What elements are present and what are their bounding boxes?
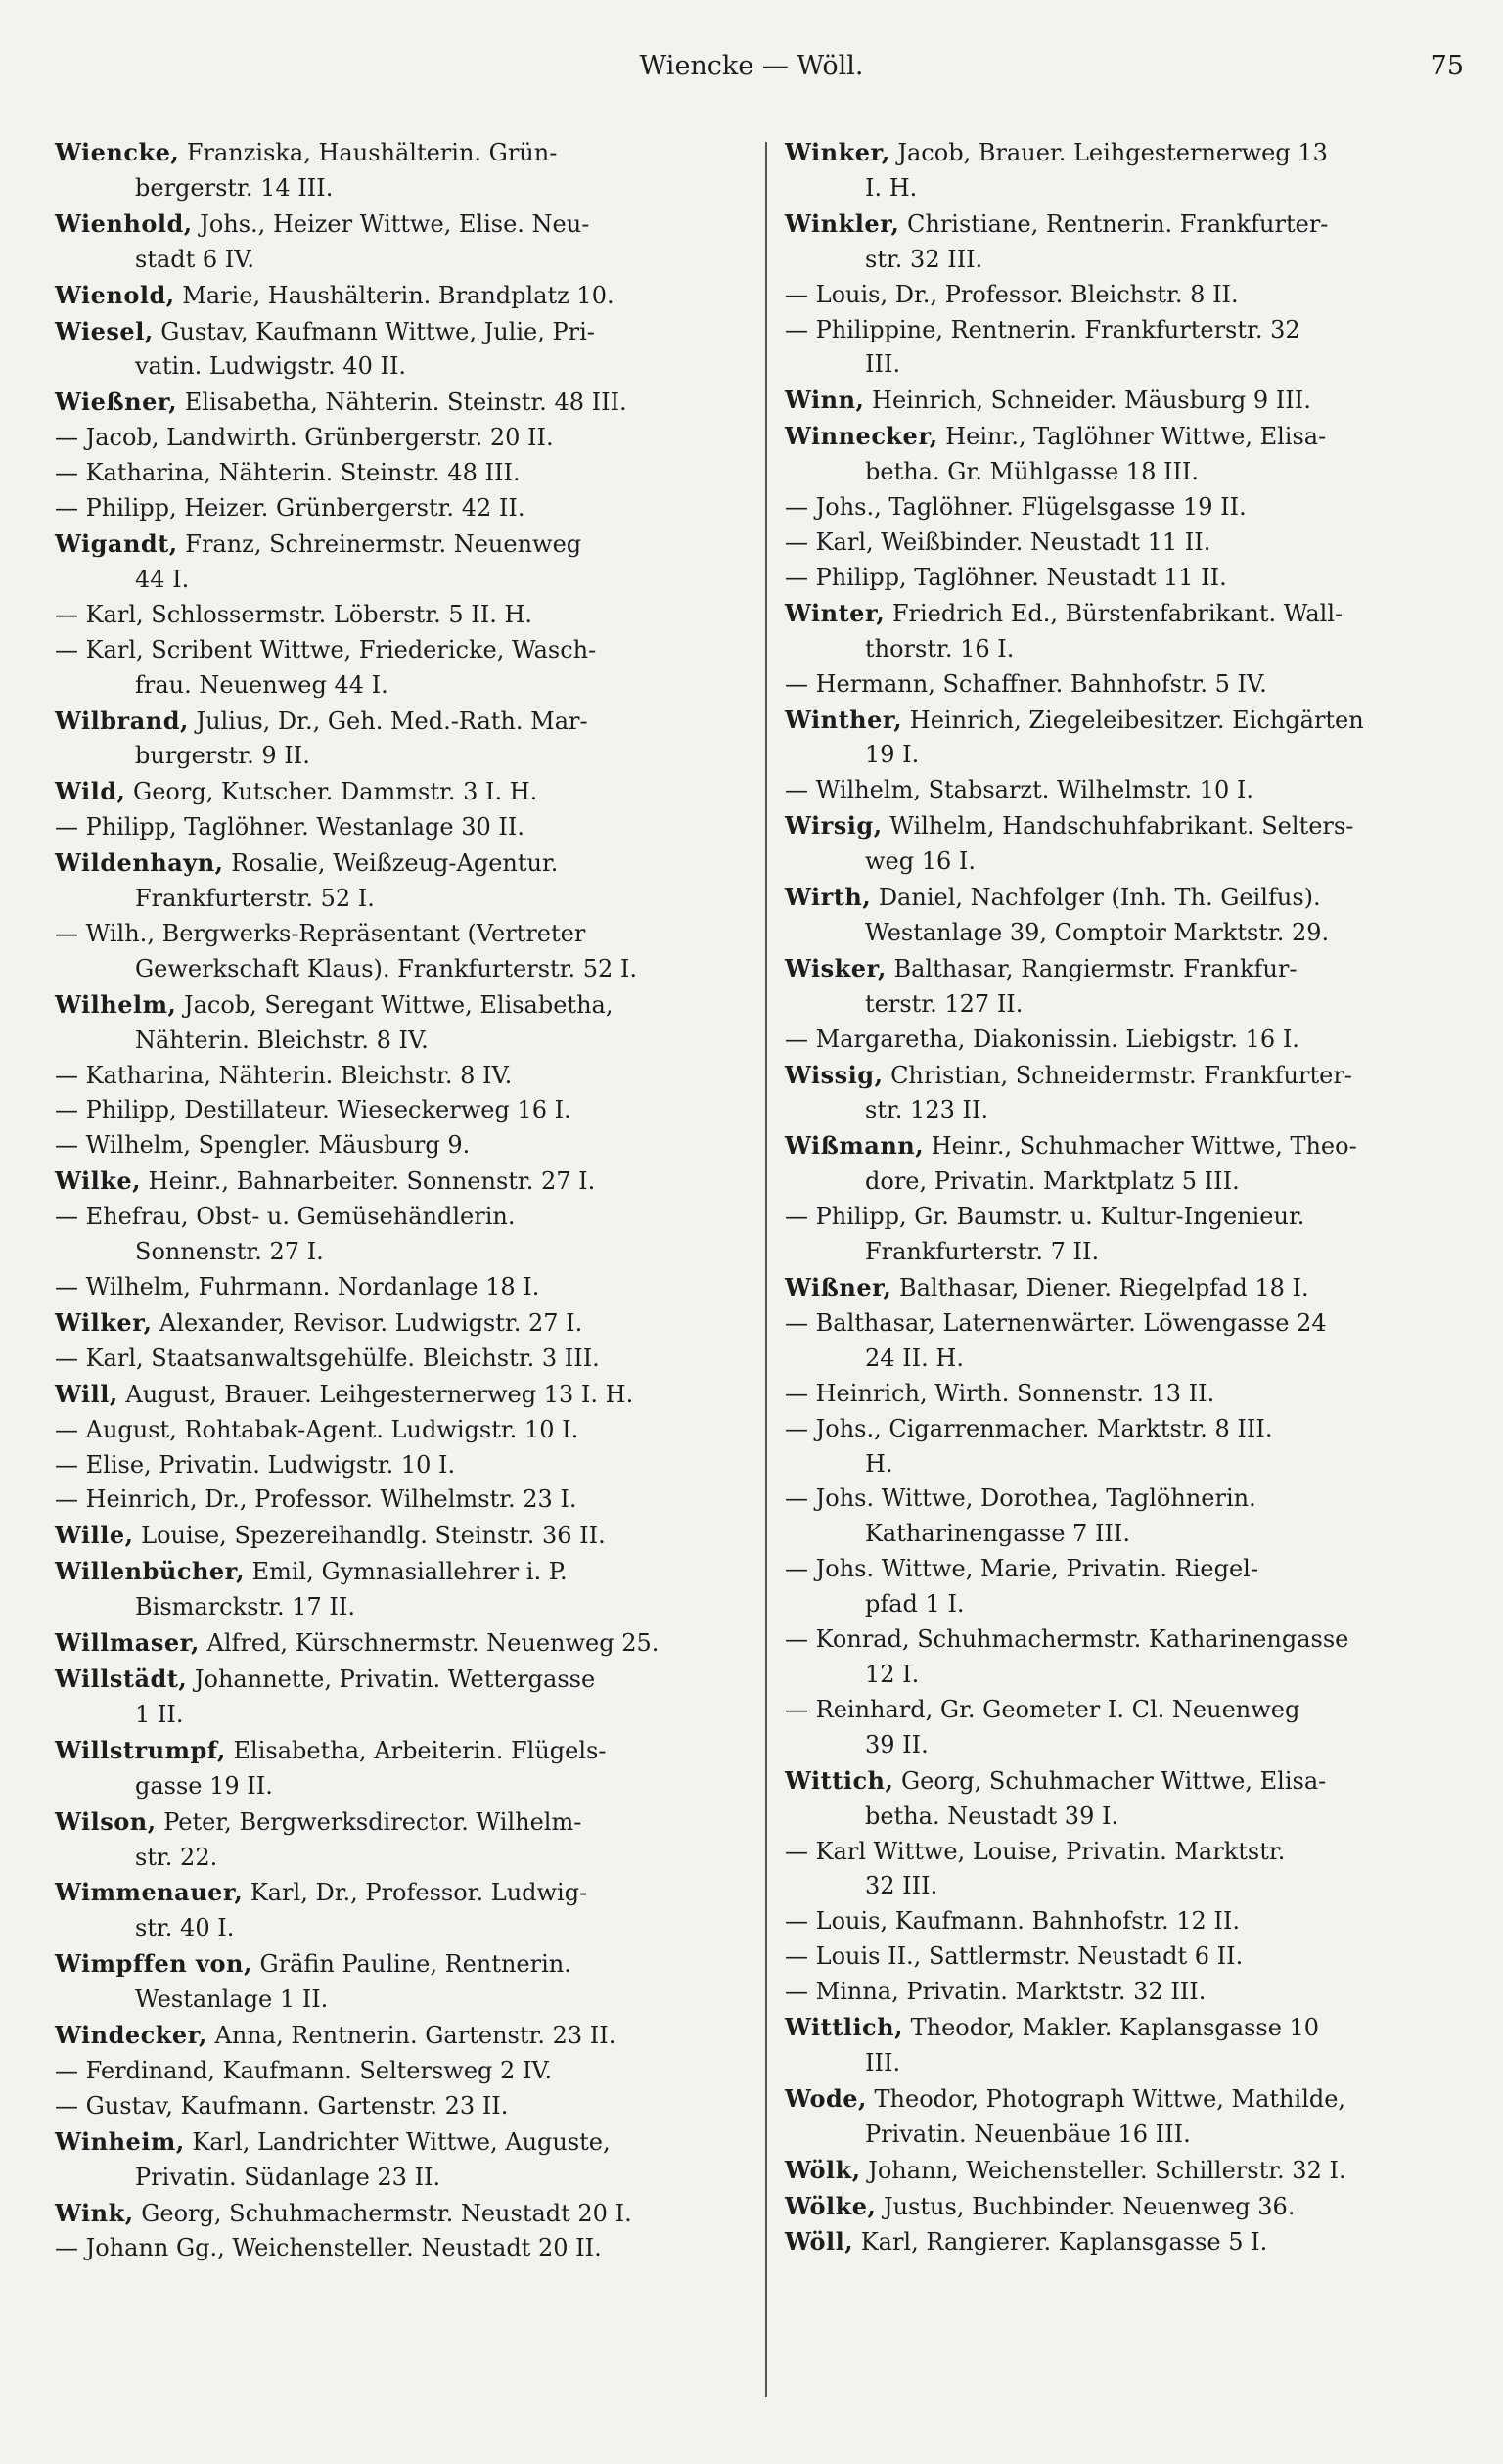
entry-text: — Philipp, Gr. Baumstr. u. Kultur-Ingenieur. <box>785 1203 1305 1231</box>
entry-text: — Karl, Schlossermstr. Löberstr. 5 II. H. <box>55 600 533 628</box>
directory-entry <box>55 314 759 386</box>
directory-entry <box>785 1270 1470 1306</box>
directory-entry <box>55 810 759 845</box>
directory-entry <box>55 385 759 421</box>
entry-continuation: frau. Neuenweg 44 I. <box>135 670 388 699</box>
entry-continuation: Sonnenstr. 27 I. <box>135 1238 324 1266</box>
directory-entry <box>55 633 759 704</box>
entry-text: Jacob, Seregant Wittwe, Elisabetha, <box>176 990 614 1019</box>
entry-continuation: gasse 19 II. <box>135 1771 273 1800</box>
directory-entry <box>55 1483 759 1518</box>
directory-entry <box>55 987 759 1059</box>
directory-entry <box>55 206 759 278</box>
directory-entry <box>785 1622 1470 1693</box>
directory-entry <box>55 1448 759 1483</box>
entry-surname: Wirth, <box>785 883 872 912</box>
directory-entry <box>55 1946 759 2018</box>
entry-text: Peter, Bergwerksdirector. Wilhelm- <box>156 1807 582 1836</box>
right-column <box>785 135 1470 2260</box>
directory-entry <box>55 598 759 633</box>
entry-text: Marie, Haushälterin. Brandplatz 10. <box>174 281 615 309</box>
entry-surname: Wienhold, <box>55 208 193 238</box>
directory-entry <box>55 1625 759 1662</box>
entry-text: — Johs. Wittwe, Dorothea, Taglöhnerin. <box>785 1484 1256 1513</box>
entry-text: Georg, Schuhmacher Wittwe, Elisa- <box>893 1766 1327 1795</box>
entry-text: — Ehefrau, Obst- u. Gemüsehändlerin. <box>55 1203 516 1231</box>
directory-entry <box>785 808 1470 880</box>
entry-surname: Wilker, <box>55 1307 153 1337</box>
directory-entry <box>55 1377 759 1413</box>
entry-surname: Wienold, <box>55 280 175 309</box>
entry-surname: Wissig, <box>785 1060 884 1089</box>
entry-continuation: 32 III. <box>865 1872 938 1900</box>
entry-text: Friedrich Ed., Bürstenfabrikant. Wall- <box>885 599 1344 627</box>
directory-entry <box>785 419 1470 490</box>
directory-entry <box>785 313 1470 384</box>
entry-text: Johann, Weichensteller. Schillerstr. 32 I. <box>860 2156 1346 2184</box>
entry-continuation: Frankfurterstr. 7 II. <box>865 1238 1100 1266</box>
entry-continuation: str. 32 III. <box>865 245 983 273</box>
entry-surname: Wöll, <box>785 2227 854 2257</box>
directory-entry <box>55 2054 759 2089</box>
entry-text: Karl, Rangierer. Kaplansgasse 5 I. <box>853 2228 1268 2257</box>
entry-continuation: III. <box>865 2048 901 2076</box>
entry-text: Wilhelm, Handschuhfabrikant. Selters- <box>882 812 1354 841</box>
directory-entry <box>55 1270 759 1305</box>
entry-text: Justus, Buchbinder. Neuenweg 36. <box>876 2192 1296 2220</box>
entry-text: Georg, Schuhmachermstr. Neustadt 20 I. <box>133 2199 632 2227</box>
entry-text: — Wilh., Bergwerks-Repräsentant (Vertreter <box>55 919 586 947</box>
entry-surname: Wild, <box>55 777 126 806</box>
directory-entry <box>55 845 759 917</box>
directory-entry <box>785 773 1470 808</box>
page-number: 75 <box>1430 51 1464 81</box>
entry-surname: Windecker, <box>55 2021 207 2050</box>
column-divider <box>765 142 767 2397</box>
directory-entry <box>55 135 759 206</box>
entry-text: — Johann Gg., Weichensteller. Neustadt 20 II. <box>55 2234 602 2262</box>
directory-entry <box>55 1804 759 1876</box>
entry-text: Julius, Dr., Geh. Med.-Rath. Mar- <box>188 707 588 735</box>
entry-text: — Minna, Privatin. Marktstr. 32 III. <box>785 1978 1207 2006</box>
entry-surname: Winnecker, <box>785 422 938 451</box>
entry-text: Franziska, Haushälterin. Grün- <box>179 139 558 166</box>
entry-text: Balthasar, Diener. Riegelpfad 18 I. <box>891 1274 1309 1301</box>
entry-continuation: betha. Neustadt 39 I. <box>865 1802 1119 1830</box>
directory-entry <box>785 525 1470 561</box>
entry-text: Heinr., Taglöhner Wittwe, Elisa- <box>937 423 1327 451</box>
directory-entry <box>785 1482 1470 1552</box>
entry-text: — Margaretha, Diakonissin. Liebigstr. 16 I. <box>785 1025 1299 1053</box>
directory-entry <box>785 1904 1470 1939</box>
directory-entry <box>785 880 1470 951</box>
entry-text: — Philipp, Destillateur. Wieseckerweg 16 I. <box>55 1096 571 1124</box>
directory-entry <box>785 1835 1470 1905</box>
directory-entry <box>55 1200 759 1270</box>
entry-text: Elisabetha, Nähterin. Steinstr. 48 III. <box>177 388 627 417</box>
entry-surname: Wiesel, <box>55 316 154 345</box>
entry-text: — Heinrich, Wirth. Sonnenstr. 13 II. <box>785 1379 1215 1407</box>
left-column <box>55 135 759 2266</box>
entry-continuation: betha. Gr. Mühlgasse 18 III. <box>865 458 1200 486</box>
entry-continuation: burgerstr. 9 II. <box>135 742 310 770</box>
entry-surname: Winheim, <box>55 2126 185 2156</box>
directory-entry <box>55 456 759 491</box>
entry-continuation: thorstr. 16 I. <box>865 634 1015 662</box>
entry-surname: Winker, <box>785 138 890 166</box>
entry-text: — August, Rohtabak-Agent. Ludwigstr. 10 I. <box>55 1415 579 1443</box>
entry-surname: Winkler, <box>785 208 900 238</box>
directory-entry <box>55 1059 759 1094</box>
entry-text: Karl, Landrichter Wittwe, Auguste, <box>184 2127 611 2156</box>
entry-text: Johs., Heizer Wittwe, Elise. Neu- <box>192 209 590 238</box>
entry-text: Heinrich, Schneider. Mäusburg 9 III. <box>864 387 1311 415</box>
entry-text: — Gustav, Kaufmann. Gartenstr. 23 II. <box>55 2091 509 2120</box>
entry-surname: Wölk, <box>785 2155 861 2184</box>
directory-entry <box>785 667 1470 703</box>
entry-continuation: str. 22. <box>135 1843 218 1871</box>
directory-entry <box>785 490 1470 525</box>
entry-text: — Philipp, Taglöhner. Westanlage 30 II. <box>55 813 524 842</box>
directory-entry <box>55 1662 759 1733</box>
directory-entry <box>55 2124 759 2196</box>
directory-entry <box>785 1058 1470 1129</box>
directory-entry <box>785 1693 1470 1763</box>
directory-entry <box>55 1164 759 1200</box>
entry-text: Gräfin Pauline, Rentnerin. <box>251 1950 571 1979</box>
entry-text: — Hermann, Schaffner. Bahnhofstr. 5 IV. <box>785 669 1267 698</box>
entry-text: Alfred, Kürschnermstr. Neuenweg 25. <box>199 1629 660 1658</box>
directory-entry <box>55 2089 759 2124</box>
directory-entry <box>55 2196 759 2232</box>
directory-entry <box>785 1552 1470 1622</box>
entry-surname: Wimpffen von, <box>55 1949 252 1979</box>
directory-entry <box>785 1412 1470 1483</box>
running-head: Wiencke — Wöll. <box>639 51 864 81</box>
directory-entry <box>785 1975 1470 2010</box>
entry-continuation: str. 123 II. <box>865 1096 989 1124</box>
directory-entry <box>785 278 1470 313</box>
entry-surname: Wisker, <box>785 953 887 982</box>
entry-continuation: vatin. Ludwigstr. 40 II. <box>135 352 407 381</box>
directory-entry <box>785 1939 1470 1975</box>
entry-continuation: Privatin. Südanlage 23 II. <box>135 2163 441 2191</box>
entry-surname: Wittlich, <box>785 2013 903 2042</box>
entry-text: Elisabetha, Arbeiterin. Flügels- <box>225 1736 607 1764</box>
entry-surname: Wildenhayn, <box>55 848 224 878</box>
directory-entry <box>55 1093 759 1128</box>
entry-surname: Wißner, <box>785 1273 892 1301</box>
entry-text: Christiane, Rentnerin. Frankfurter- <box>899 209 1329 238</box>
entry-text: — Reinhard, Gr. Geometer I. Cl. Neuenweg <box>785 1695 1300 1723</box>
directory-entry <box>785 561 1470 596</box>
entry-surname: Will, <box>55 1379 118 1408</box>
entry-text: — Philippine, Rentnerin. Frankfurterstr. 32 <box>785 315 1300 343</box>
entry-text: Georg, Kutscher. Dammstr. 3 I. H. <box>125 778 538 806</box>
directory-entry <box>55 704 759 775</box>
entry-text: — Johs. Wittwe, Marie, Privatin. Riegel- <box>785 1555 1258 1583</box>
entry-continuation: terstr. 127 II. <box>865 989 1024 1018</box>
directory-entry <box>785 703 1470 774</box>
entry-text: — Heinrich, Dr., Professor. Wilhelmstr. 23 I. <box>55 1485 577 1514</box>
entry-continuation: dore, Privatin. Marktplatz 5 III. <box>865 1167 1240 1196</box>
entry-continuation: Frankfurterstr. 52 I. <box>135 885 375 913</box>
directory-entry <box>55 278 759 314</box>
entry-text: — Katharina, Nähterin. Steinstr. 48 III. <box>55 459 521 487</box>
directory-entry <box>785 1763 1470 1835</box>
entry-surname: Wiencke, <box>55 138 180 166</box>
entry-text: — Balthasar, Laternenwärter. Löwengasse 24 <box>785 1308 1327 1337</box>
entry-surname: Wigandt, <box>55 528 178 558</box>
entry-continuation: I. H. <box>865 173 918 202</box>
directory-entry <box>785 383 1470 419</box>
directory-entry <box>55 1413 759 1448</box>
entry-text: Emil, Gymnasiallehrer i. P. <box>244 1558 568 1586</box>
entry-surname: Wimmenauer, <box>55 1878 244 1907</box>
entry-text: Heinr., Schuhmacher Wittwe, Theo- <box>924 1132 1357 1161</box>
directory-entry <box>785 2081 1470 2153</box>
entry-surname: Wilbrand, <box>55 706 189 735</box>
directory-entry <box>785 2153 1470 2189</box>
entry-surname: Willmaser, <box>55 1628 200 1658</box>
entry-text: — Jacob, Landwirth. Grünbergerstr. 20 II. <box>55 424 554 452</box>
directory-entry <box>55 1128 759 1164</box>
entry-continuation: Westanlage 39, Comptoir Marktstr. 29. <box>865 918 1330 946</box>
directory-entry <box>55 1518 759 1554</box>
entry-text: — Wilhelm, Stabsarzt. Wilhelmstr. 10 I. <box>785 776 1254 804</box>
directory-entry <box>55 917 759 987</box>
entry-text: Jacob, Brauer. Leihgesternerweg 13 <box>889 139 1328 166</box>
entry-text: — Karl Wittwe, Louise, Privatin. Marktstr. <box>785 1837 1286 1865</box>
directory-entry <box>785 1023 1470 1058</box>
entry-surname: Wilhelm, <box>55 989 177 1019</box>
entry-text: Gustav, Kaufmann Wittwe, Julie, Pri- <box>153 317 595 345</box>
directory-entry <box>55 1342 759 1377</box>
entry-text: Heinr., Bahnarbeiter. Sonnenstr. 27 I. <box>141 1167 596 1196</box>
entry-continuation: 39 II. <box>865 1730 929 1758</box>
entry-text: Daniel, Nachfolger (Inh. Th. Geilfus). <box>871 884 1321 912</box>
entry-text: — Elise, Privatin. Ludwigstr. 10 I. <box>55 1450 456 1479</box>
entry-surname: Wille, <box>55 1521 134 1550</box>
entry-surname: Willstrumpf, <box>55 1735 226 1764</box>
entry-surname: Wilson, <box>55 1806 157 1836</box>
entry-surname: Wölke, <box>785 2191 877 2220</box>
entry-surname: Wode, <box>785 2083 867 2113</box>
entry-surname: Winn, <box>785 386 865 415</box>
entry-text: — Wilhelm, Spengler. Mäusburg 9. <box>55 1131 471 1160</box>
entry-text: — Johs., Taglöhner. Flügelsgasse 19 II. <box>785 493 1247 522</box>
entry-surname: Winther, <box>785 705 903 734</box>
directory-entry <box>55 421 759 456</box>
entry-text: August, Brauer. Leihgesternerweg 13 I. H. <box>117 1380 634 1408</box>
entry-continuation: bergerstr. 14 III. <box>135 173 334 202</box>
entry-text: Heinrich, Ziegeleibesitzer. Eichgärten <box>902 706 1364 734</box>
entry-text: — Philipp, Taglöhner. Neustadt 11 II. <box>785 563 1227 591</box>
entry-text: Anna, Rentnerin. Gartenstr. 23 II. <box>206 2022 616 2050</box>
entry-text: — Wilhelm, Fuhrmann. Nordanlage 18 I. <box>55 1273 540 1300</box>
entry-surname: Wilke, <box>55 1166 142 1196</box>
entry-text: — Louis, Dr., Professor. Bleichstr. 8 II. <box>785 280 1239 308</box>
directory-entry <box>55 1554 759 1625</box>
entry-text: — Ferdinand, Kaufmann. Seltersweg 2 IV. <box>55 2056 553 2084</box>
entry-continuation: 44 I. <box>135 565 190 593</box>
entry-text: Franz, Schreinermstr. Neuenweg <box>177 529 582 558</box>
entry-text: — Konrad, Schuhmachermstr. Katharinengasse <box>785 1625 1349 1654</box>
directory-entry <box>55 2231 759 2266</box>
directory-entry <box>785 206 1470 278</box>
entry-continuation: 1 II. <box>135 1700 184 1728</box>
entry-text: Theodor, Photograph Wittwe, Mathilde, <box>866 2084 1346 2113</box>
directory-entry <box>785 596 1470 667</box>
entry-text: Christian, Schneidermstr. Frankfurter- <box>883 1061 1352 1089</box>
directory-entry <box>55 1733 759 1804</box>
directory-entry <box>785 1128 1470 1200</box>
entry-text: Rosalie, Weißzeug-Agentur. <box>223 849 559 878</box>
entry-continuation: 19 I. <box>865 741 920 769</box>
entry-text: Alexander, Revisor. Ludwigstr. 27 I. <box>152 1308 583 1337</box>
entry-text: — Louis II., Sattlermstr. Neustadt 6 II. <box>785 1942 1244 1971</box>
directory-entry <box>55 526 759 598</box>
directory-entry <box>785 2189 1470 2225</box>
entry-text: — Karl, Scribent Wittwe, Friedericke, Wasch- <box>55 635 597 663</box>
entry-text: Balthasar, Rangiermstr. Frankfur- <box>886 954 1298 982</box>
directory-entry <box>785 951 1470 1023</box>
entry-surname: Wießner, <box>55 388 178 417</box>
directory-entry <box>785 2010 1470 2081</box>
entry-surname: Willenbücher, <box>55 1557 245 1586</box>
entry-text: — Karl, Weißbinder. Neustadt 11 II. <box>785 527 1211 556</box>
entry-surname: Wink, <box>55 2198 134 2227</box>
entry-text: — Louis, Kaufmann. Bahnhofstr. 12 II. <box>785 1907 1240 1936</box>
entry-text: Theodor, Makler. Kaplansgasse 10 <box>902 2014 1320 2042</box>
entry-continuation: 24 II. H. <box>865 1344 964 1372</box>
page-header <box>0 51 1503 90</box>
entry-text: — Johs., Cigarrenmacher. Marktstr. 8 III. <box>785 1414 1273 1442</box>
entry-continuation: Nähterin. Bleichstr. 8 IV. <box>135 1026 429 1054</box>
entry-text: Johannette, Privatin. Wettergasse <box>187 1665 596 1693</box>
directory-entry <box>785 1377 1470 1412</box>
entry-continuation: Privatin. Neuenbäue 16 III. <box>865 2120 1191 2148</box>
entry-text: — Philipp, Heizer. Grünbergerstr. 42 II. <box>55 494 525 523</box>
entry-continuation: Katharinengasse 7 III. <box>865 1520 1131 1548</box>
directory-entry <box>55 1875 759 1946</box>
directory-entry <box>55 1305 759 1342</box>
entry-text: — Katharina, Nähterin. Bleichstr. 8 IV. <box>55 1061 513 1089</box>
directory-entry <box>785 2224 1470 2260</box>
directory-entry <box>55 491 759 526</box>
entry-surname: Wißmann, <box>785 1131 925 1161</box>
entry-surname: Wittich, <box>785 1765 894 1795</box>
directory-entry <box>785 1200 1470 1270</box>
entry-surname: Wirsig, <box>785 811 883 841</box>
entry-continuation: Bismarckstr. 17 II. <box>135 1593 355 1621</box>
directory-entry <box>785 1306 1470 1377</box>
entry-continuation: pfad 1 I. <box>865 1590 965 1619</box>
directory-entry <box>55 2018 759 2054</box>
entry-continuation: H. <box>865 1449 893 1478</box>
entry-surname: Winter, <box>785 598 886 627</box>
entry-continuation: weg 16 I. <box>865 847 977 876</box>
entry-text: Louise, Spezereihandlg. Steinstr. 36 II. <box>133 1522 606 1550</box>
entry-continuation: Westanlage 1 II. <box>135 1985 329 2014</box>
entry-continuation: str. 40 I. <box>135 1914 235 1942</box>
directory-entry <box>55 774 759 810</box>
entry-continuation: stadt 6 IV. <box>135 245 255 273</box>
entry-continuation: 12 I. <box>865 1660 920 1688</box>
entry-surname: Willstädt, <box>55 1664 188 1693</box>
entry-continuation: III. <box>865 350 901 379</box>
entry-text: — Karl, Staatsanwaltsgehülfe. Bleichstr. 3 III. <box>55 1344 600 1372</box>
entry-text: Karl, Dr., Professor. Ludwig- <box>243 1879 588 1907</box>
directory-entry <box>785 135 1470 206</box>
entry-continuation: Gewerkschaft Klaus). Frankfurterstr. 52 I. <box>135 954 638 982</box>
